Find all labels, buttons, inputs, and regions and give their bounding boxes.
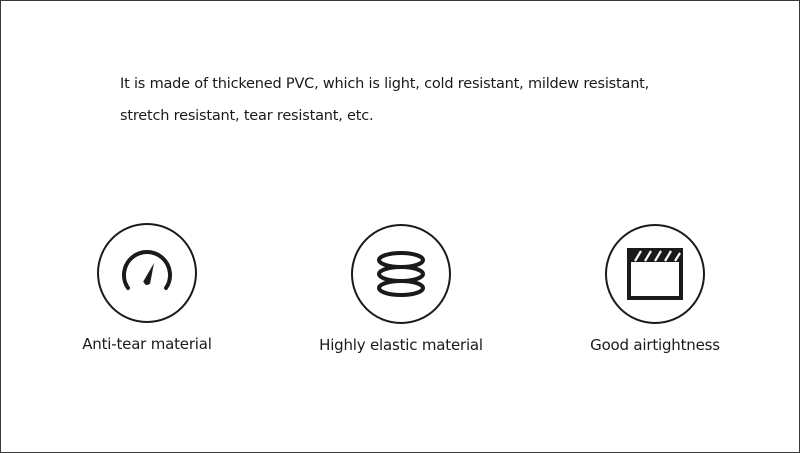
description-line-2: stretch resistant, tear resistant, etc. — [120, 108, 374, 124]
feature-label: Highly elastic material — [319, 336, 483, 354]
description-line-1: It is made of thickened PVC, which is light, cold resistant, mildew resistant, — [120, 76, 650, 92]
clapperboard-icon — [605, 224, 705, 324]
feature-anti-tear — [47, 223, 247, 353]
gauge-icon — [97, 223, 197, 323]
feature-elastic — [301, 224, 501, 354]
feature-airtight — [555, 224, 755, 354]
product-description — [120, 68, 720, 132]
feature-label: Good airtightness — [590, 336, 720, 354]
feature-label: Anti-tear material — [82, 335, 212, 353]
stacked-rings-icon — [351, 224, 451, 324]
